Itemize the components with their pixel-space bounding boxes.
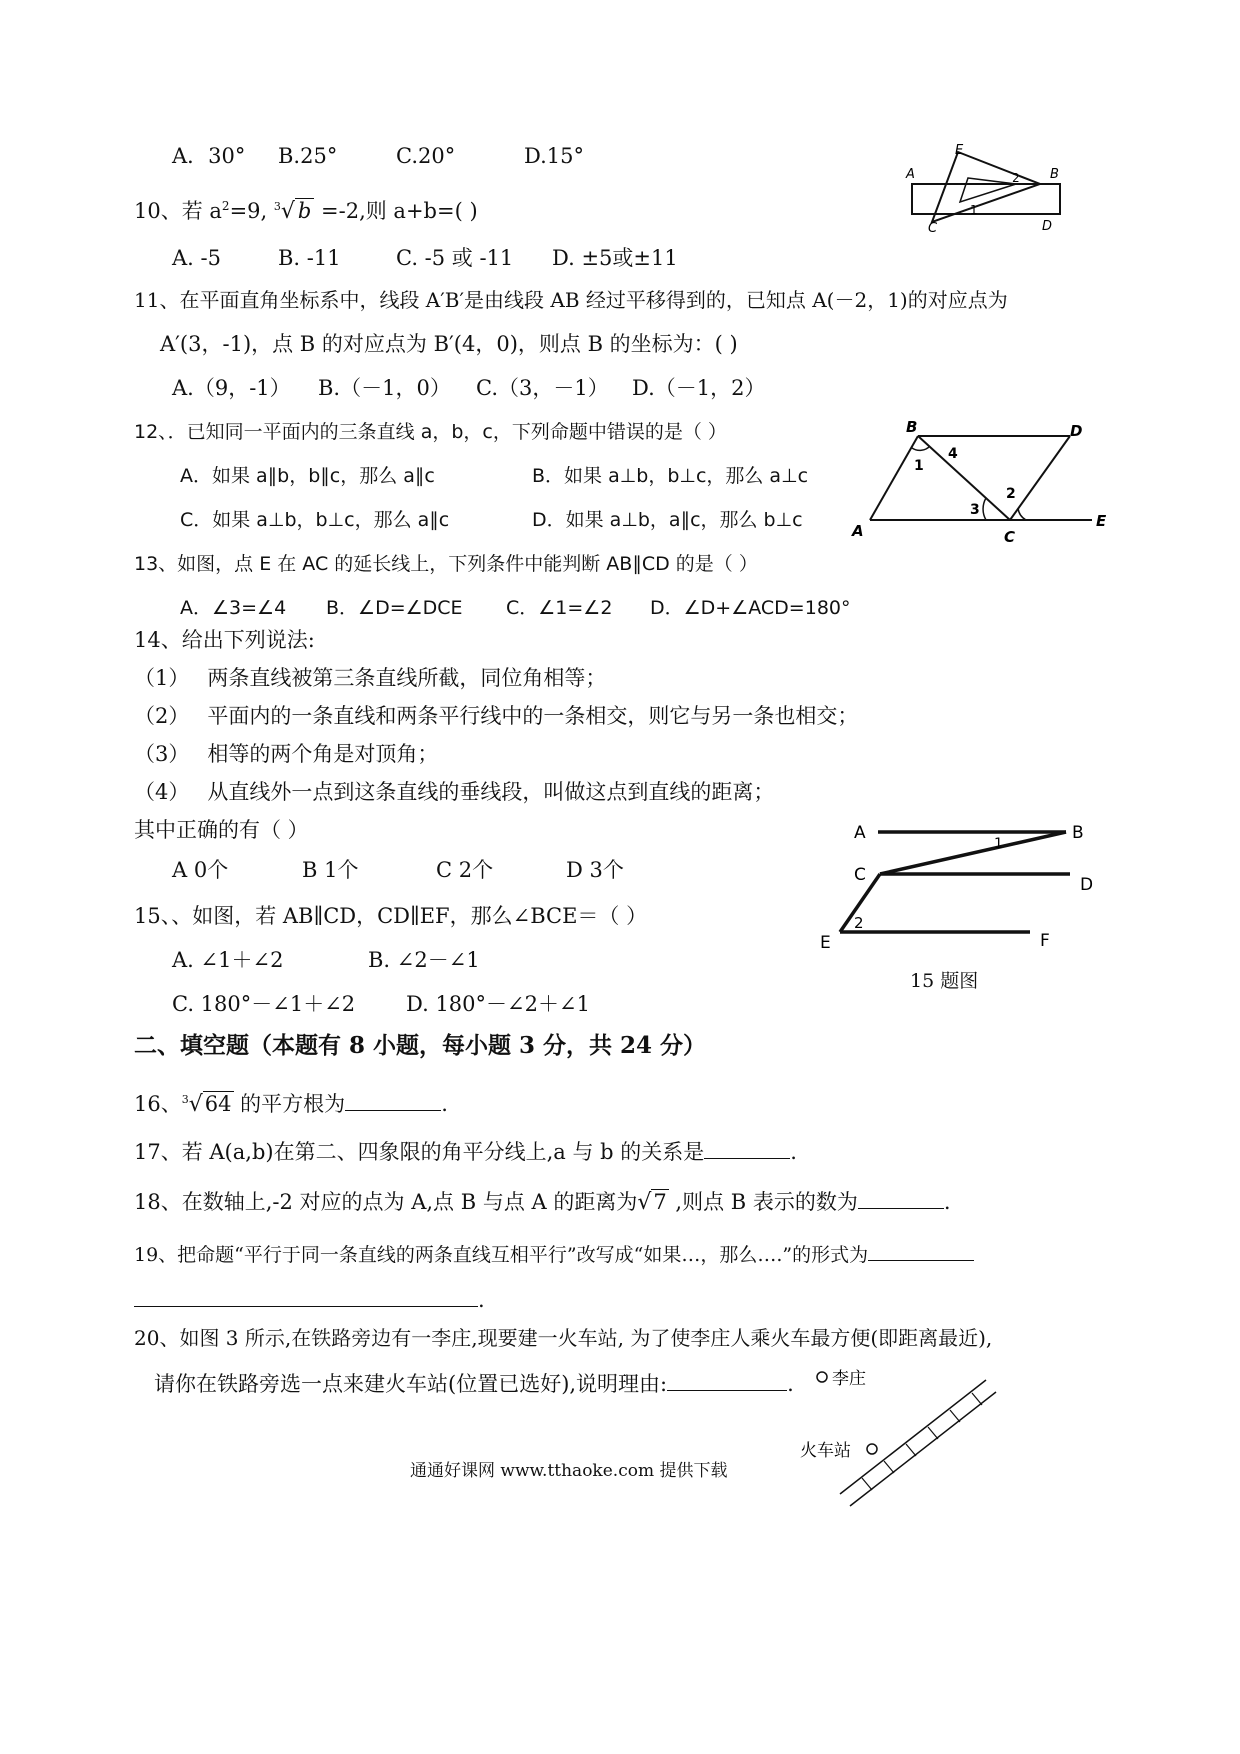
q9-option-d: D.15° bbox=[524, 144, 584, 168]
q10-option-a: A. -5 bbox=[172, 246, 221, 270]
fig9-angle-2: 2 bbox=[1012, 171, 1020, 185]
line-bc bbox=[918, 436, 1010, 520]
ruler-shape bbox=[912, 184, 1060, 214]
railway-tie bbox=[972, 1393, 982, 1405]
village-marker-icon bbox=[817, 1372, 827, 1382]
q9-figure bbox=[900, 140, 1070, 240]
q9-option-a: A．30° bbox=[172, 144, 246, 168]
railway-line-left bbox=[840, 1380, 986, 1494]
q16-stem: 16、$^3$√64 的平方根为 . bbox=[134, 1086, 448, 1119]
fig13-label-d: D bbox=[1070, 422, 1083, 440]
fig13-angle-3: 3 bbox=[970, 502, 980, 518]
q11-option-a: A.（9，-1） bbox=[172, 376, 291, 400]
fig15-label-e: E bbox=[820, 933, 831, 953]
fig15-angle-2: 2 bbox=[854, 914, 864, 932]
fig9-label-d: D bbox=[1042, 219, 1053, 234]
q15-option-a: A. ∠1＋∠2 bbox=[172, 948, 284, 972]
q20-line2: 请你在铁路旁选一点来建火车站(位置已选好),说明理由: . bbox=[154, 1368, 794, 1398]
q14-item-2: （2） 平面内的一条直线和两条平行线中的一条相交，则它与另一条也相交； bbox=[134, 704, 859, 728]
q12-option-a: A．如果 a∥b，b∥c，那么 a∥c bbox=[180, 465, 435, 487]
q16-answer-blank[interactable] bbox=[345, 1088, 441, 1111]
q13-figure bbox=[848, 412, 1118, 547]
fig13-angle-1: 1 bbox=[914, 458, 924, 474]
q11-option-d: D.（－1，2） bbox=[632, 376, 766, 400]
q11-option-b: B.（－1，0） bbox=[318, 376, 451, 400]
q19-continuation: . bbox=[134, 1284, 485, 1314]
fig9-label-a: A bbox=[906, 167, 915, 182]
q14-option-d: D 3个 bbox=[566, 858, 624, 882]
q15-figure-caption: 15 题图 bbox=[910, 970, 979, 992]
q14-item-4: （4） 从直线外一点到这条直线的垂线段，叫做这点到直线的距离； bbox=[134, 780, 775, 804]
fig15-label-b: B bbox=[1072, 823, 1084, 843]
q18-stem: 18、在数轴上,-2 对应的点为 A,点 B 与点 A 的距离为√7 ,则点 B 表示的数为 . bbox=[134, 1186, 951, 1217]
railway-tie bbox=[884, 1461, 894, 1473]
q14-option-a: A 0个 bbox=[172, 858, 229, 882]
line-cb bbox=[880, 832, 1066, 874]
q19-answer-blank-2[interactable] bbox=[134, 1284, 478, 1307]
station-marker-icon bbox=[867, 1444, 877, 1454]
q9-option-c: C.20° bbox=[396, 144, 456, 168]
q15-option-c: C. 180°－∠1＋∠2 bbox=[172, 992, 356, 1016]
q15-option-d: D. 180°－∠2＋∠1 bbox=[406, 992, 590, 1016]
q10-option-c: C. -5 或 -11 bbox=[396, 246, 514, 270]
line-dc bbox=[1010, 436, 1070, 520]
fig15-label-d: D bbox=[1080, 875, 1094, 895]
q17-stem: 17、若 A(a,b)在第二、四象限的角平分线上,a 与 b 的关系是 . bbox=[134, 1136, 797, 1166]
railway-tie bbox=[906, 1444, 916, 1456]
q14-question: 其中正确的有（ ） bbox=[134, 818, 309, 842]
q12-stem: 12、．已知同一平面内的三条直线 a，b，c，下列命题中错误的是（ ） bbox=[134, 421, 727, 443]
q11-line1: 11、在平面直角坐标系中，线段 A′B′是由线段 AB 经过平移得到的，已知点 A(－2，1)的对应点为 bbox=[134, 288, 1008, 312]
q12-option-b: B．如果 a⊥b，b⊥c，那么 a⊥c bbox=[532, 465, 809, 487]
railway-line-right bbox=[850, 1392, 996, 1506]
q14-item-3: （3） 相等的两个角是对顶角； bbox=[134, 742, 439, 766]
inner-triangle-shape bbox=[960, 178, 1016, 202]
q14-stem: 14、给出下列说法: bbox=[134, 628, 315, 652]
q20-line1: 20、如图 3 所示,在铁路旁边有一李庄,现要建一火车站, 为了使李庄人乘火车最方便(即距离最近), bbox=[134, 1326, 993, 1350]
q19-stem: 19、把命题“平行于同一条直线的两条直线互相平行”改写成“如果…，那么….”的形式为 bbox=[134, 1238, 974, 1269]
q10-option-b: B. -11 bbox=[278, 246, 341, 270]
fig15-label-f: F bbox=[1040, 931, 1050, 951]
q14-item-1: （1） 两条直线被第三条直线所截，同位角相等； bbox=[134, 666, 607, 690]
q12-option-c: C．如果 a⊥b，b⊥c，那么 a∥c bbox=[180, 509, 450, 531]
q14-option-b: B 1个 bbox=[302, 858, 359, 882]
line-ba bbox=[870, 436, 918, 520]
fig15-label-c: C bbox=[854, 865, 866, 885]
fig13-label-e: E bbox=[1096, 512, 1107, 530]
q15-figure bbox=[818, 814, 1098, 954]
railway-tie bbox=[950, 1410, 960, 1422]
q13-option-b: B．∠D=∠DCE bbox=[326, 597, 463, 619]
station-label: 火车站 bbox=[800, 1441, 851, 1461]
q15-option-b: B. ∠2－∠1 bbox=[368, 948, 480, 972]
q11-line2: A′(3，-1)，点 B 的对应点为 B′(4，0)，则点 B 的坐标为：( ) bbox=[160, 332, 738, 356]
fig15-label-a: A bbox=[854, 823, 866, 843]
railway-tie bbox=[862, 1478, 872, 1490]
fig13-label-a: A bbox=[852, 522, 864, 540]
q20-answer-blank[interactable] bbox=[667, 1368, 787, 1391]
q13-stem: 13、如图，点 E 在 AC 的延长线上，下列条件中能判断 AB∥CD 的是（ ） bbox=[134, 553, 758, 575]
fig15-angle-1: 1 bbox=[994, 836, 1003, 852]
fig13-label-c: C bbox=[1004, 528, 1016, 546]
fig9-label-e: E bbox=[955, 143, 964, 158]
q10-option-d: D. ±5或±11 bbox=[552, 246, 678, 270]
q17-answer-blank[interactable] bbox=[704, 1136, 790, 1159]
q13-option-a: A．∠3=∠4 bbox=[180, 597, 287, 619]
fig13-angle-4: 4 bbox=[948, 446, 958, 462]
fig13-angle-2: 2 bbox=[1006, 486, 1016, 502]
q9-option-b: B.25° bbox=[278, 144, 338, 168]
q13-option-c: C．∠1=∠2 bbox=[506, 597, 613, 619]
fig9-angle-1: 1 bbox=[970, 203, 978, 217]
triangle-shape bbox=[932, 152, 1040, 222]
q19-answer-blank-1[interactable] bbox=[868, 1238, 974, 1261]
q18-answer-blank[interactable] bbox=[858, 1186, 944, 1209]
q12-option-d: D．如果 a⊥b，a∥c，那么 b⊥c bbox=[532, 509, 803, 531]
railway-figure bbox=[790, 1360, 1010, 1510]
railway-tie bbox=[928, 1427, 938, 1439]
angle-2-arc bbox=[1018, 508, 1026, 520]
section-2-title: 二、填空题（本题有 8 小题，每小题 3 分，共 24 分） bbox=[134, 1032, 707, 1059]
village-label: 李庄 bbox=[832, 1369, 866, 1389]
q14-option-c: C 2个 bbox=[436, 858, 494, 882]
angle-3-arc bbox=[983, 498, 986, 520]
q11-option-c: C.（3，－1） bbox=[476, 376, 609, 400]
q15-stem: 15、、如图，若 AB∥CD，CD∥EF，那么∠BCE＝（ ） bbox=[134, 904, 648, 928]
page-footer: 通通好课网 www.tthaoke.com 提供下载 bbox=[410, 1461, 728, 1481]
fig13-label-b: B bbox=[906, 418, 918, 436]
q10-stem: 10、若 $a^2=9$, $^3$√ b =-2,则 a+b=( ) bbox=[134, 199, 478, 224]
fig9-label-c: C bbox=[928, 221, 938, 236]
q13-option-d: D．∠D+∠ACD=180° bbox=[650, 597, 851, 619]
angle-1-arc bbox=[912, 446, 930, 450]
fig9-label-b: B bbox=[1050, 167, 1059, 182]
